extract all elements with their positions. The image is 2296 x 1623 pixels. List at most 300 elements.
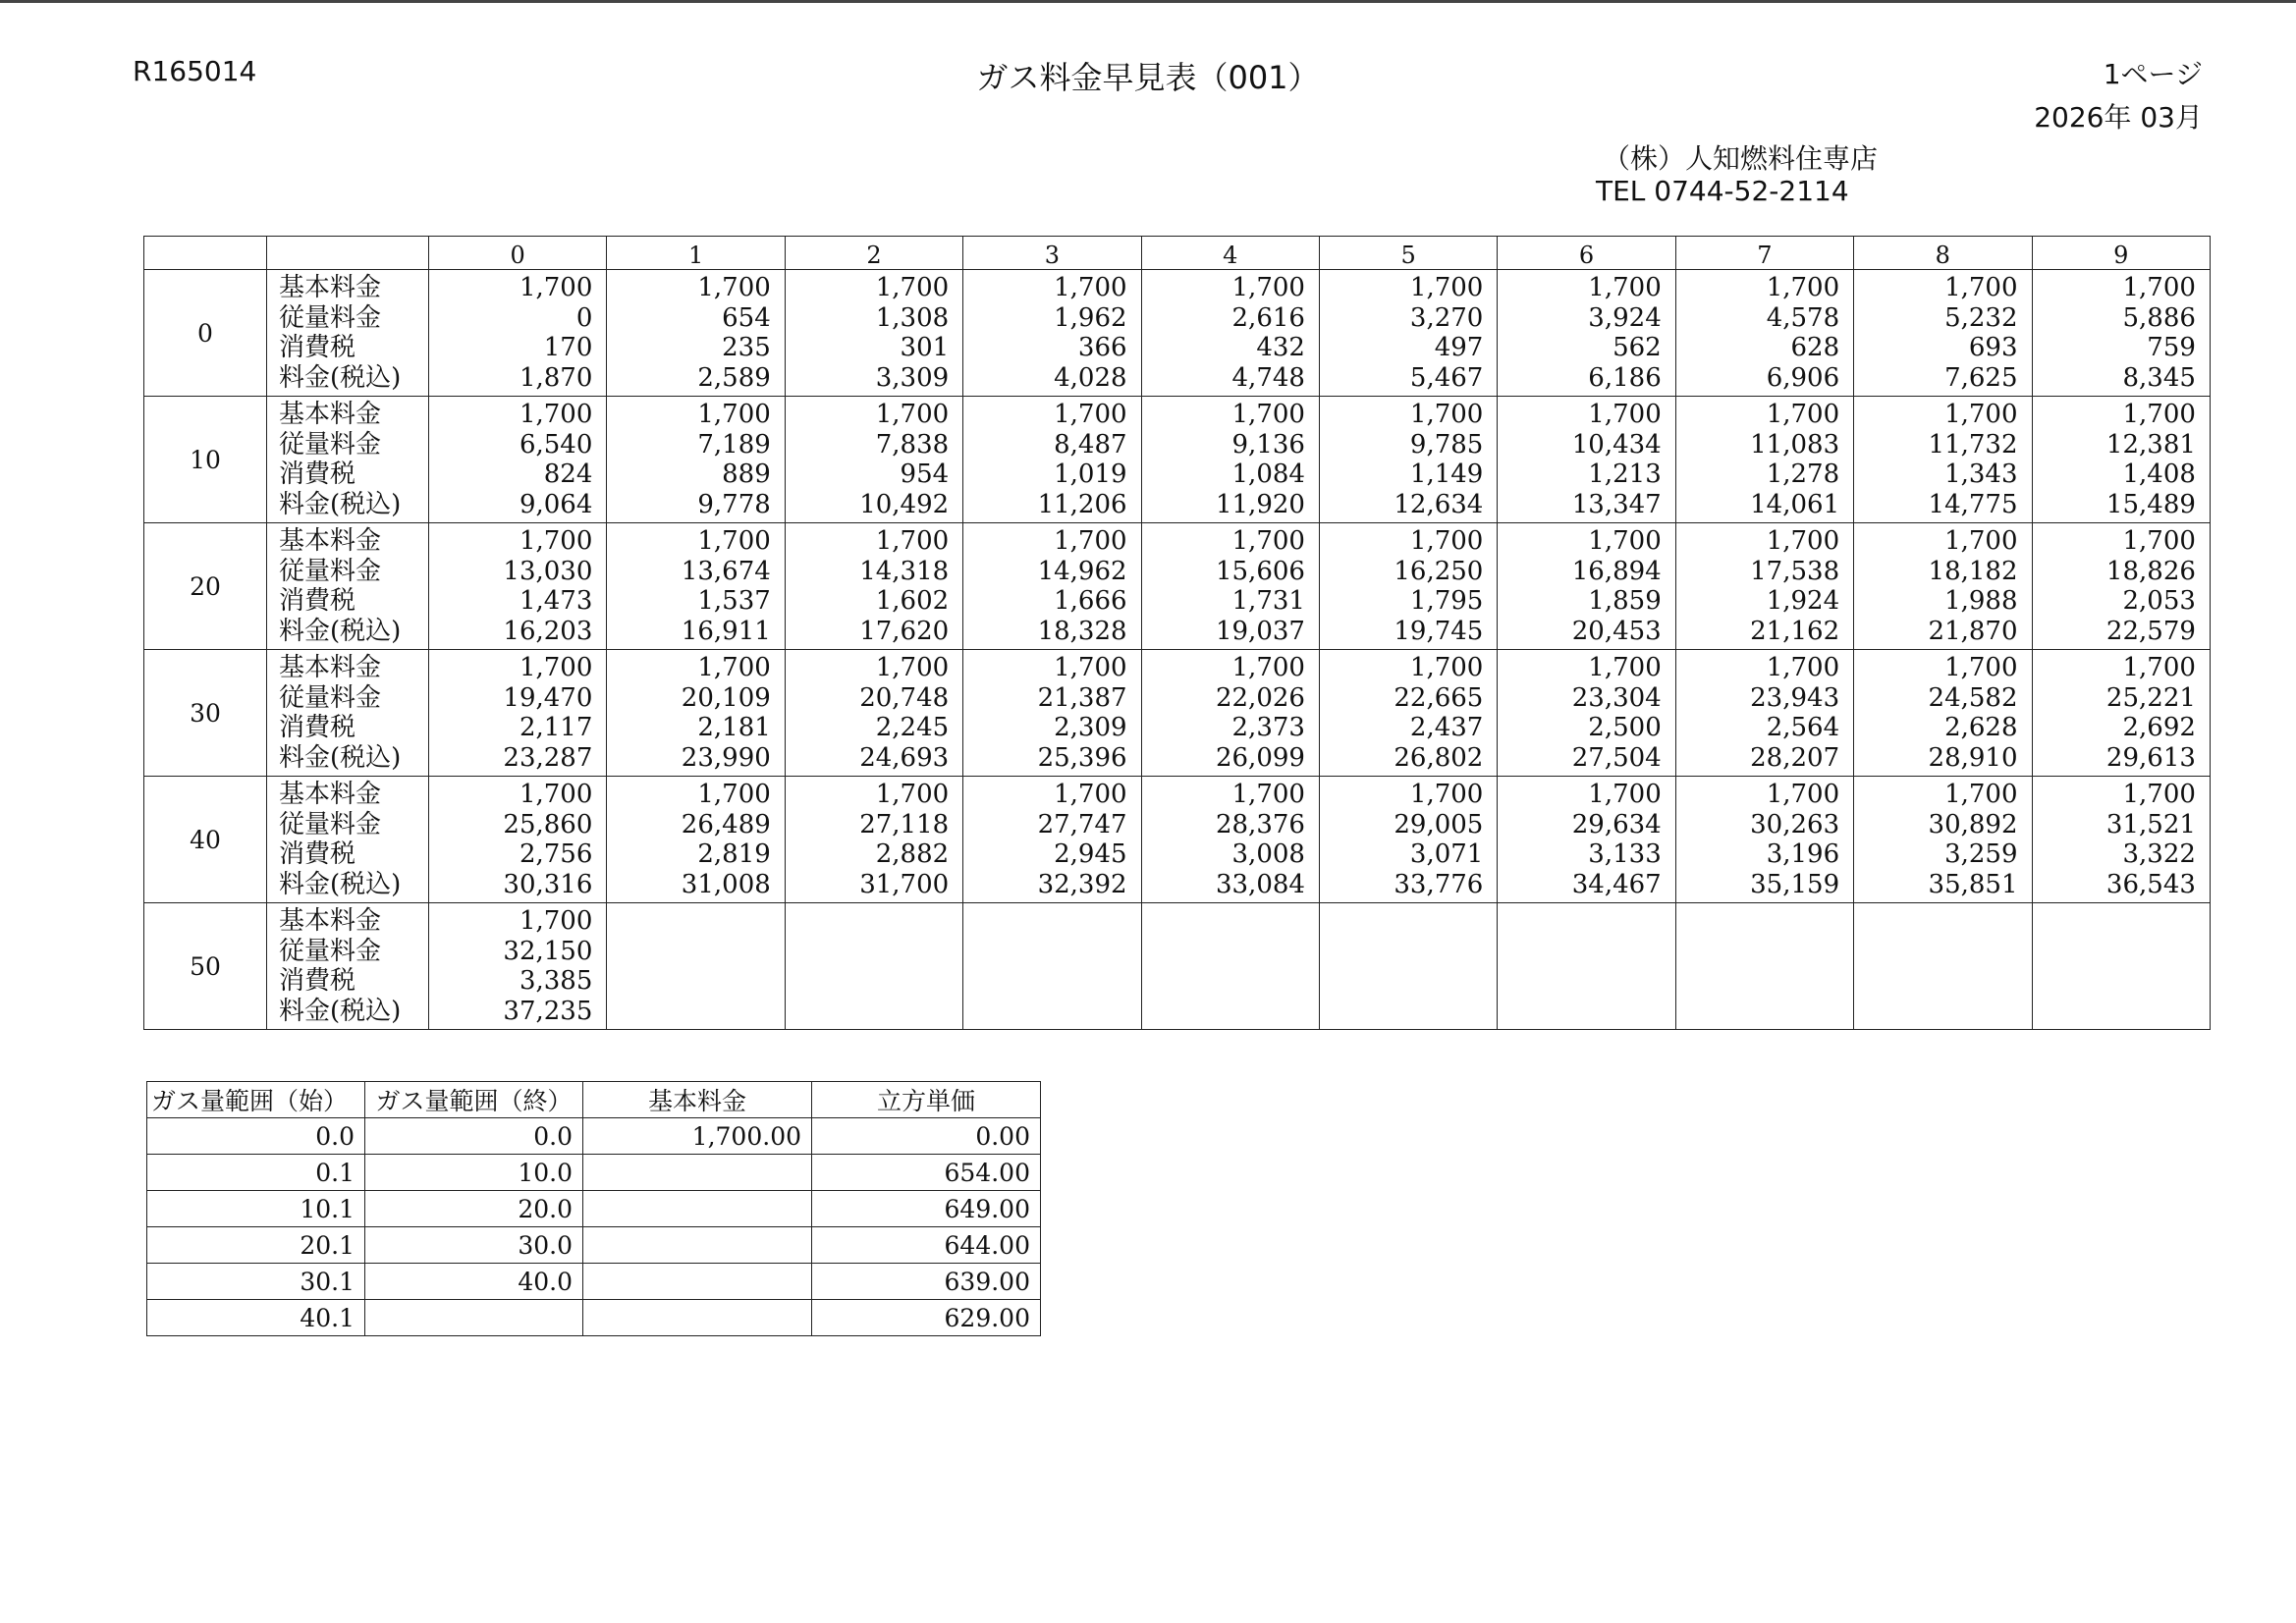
corner-cell bbox=[144, 237, 267, 270]
range-start-cell: 10.1 bbox=[147, 1191, 365, 1227]
col-header-3: 3 bbox=[963, 237, 1141, 270]
col-header-2: 2 bbox=[785, 237, 962, 270]
page-number: 1ページ bbox=[2103, 58, 2203, 90]
fee-value: 23,287 bbox=[503, 742, 593, 773]
fee-label: 消費税 bbox=[279, 839, 356, 870]
rate-cell bbox=[1319, 397, 1497, 523]
fee-value: 15,606 bbox=[1215, 556, 1305, 586]
fee-value: 11,083 bbox=[1750, 429, 1840, 460]
label-header-cell bbox=[267, 237, 429, 270]
fee-value: 1,700 bbox=[2122, 400, 2196, 429]
rate-cell bbox=[607, 650, 785, 777]
fee-value: 6,186 bbox=[1588, 362, 1662, 393]
rate-cell bbox=[785, 650, 962, 777]
fee-value: 1,700 bbox=[1231, 780, 1305, 809]
fee-value: 21,870 bbox=[1928, 616, 2018, 646]
fee-value: 1,537 bbox=[697, 586, 771, 617]
rate-table-body bbox=[144, 270, 2211, 1030]
fee-value: 11,920 bbox=[1215, 489, 1305, 519]
rate-cell bbox=[785, 523, 962, 650]
base-fee-cell bbox=[583, 1191, 812, 1227]
fee-value: 6,540 bbox=[519, 429, 593, 460]
rate-cell bbox=[1141, 903, 1319, 1030]
fee-label: 料金(税込) bbox=[279, 616, 402, 646]
fee-value: 3,008 bbox=[1231, 839, 1305, 870]
fee-value: 1,700 bbox=[1588, 526, 1662, 556]
unit-price-header: 立方単価 bbox=[812, 1082, 1041, 1118]
rate-cell bbox=[2032, 397, 2210, 523]
fee-value: 31,700 bbox=[859, 869, 950, 899]
rate-cell bbox=[1854, 270, 2032, 397]
fee-value: 9,778 bbox=[697, 489, 771, 519]
fee-label-cell bbox=[267, 903, 429, 1030]
fee-value: 1,924 bbox=[1766, 586, 1840, 617]
scan-edge-line bbox=[0, 0, 2296, 3]
table-row bbox=[144, 397, 2211, 523]
fee-value: 30,892 bbox=[1928, 809, 2018, 839]
fee-value: 1,700 bbox=[1054, 273, 1127, 302]
rate-cell bbox=[1854, 523, 2032, 650]
fee-value: 21,162 bbox=[1750, 616, 1840, 646]
fee-value: 3,270 bbox=[1409, 302, 1484, 333]
fee-value: 497 bbox=[1434, 333, 1484, 363]
fee-value: 1,700 bbox=[1944, 653, 2018, 682]
fee-value: 1,700 bbox=[1766, 273, 1840, 302]
fee-label: 消費税 bbox=[279, 713, 356, 743]
fee-label: 料金(税込) bbox=[279, 362, 402, 393]
fee-value: 1,700 bbox=[1231, 273, 1305, 302]
fee-value: 2,437 bbox=[1409, 713, 1484, 743]
rate-cell bbox=[1319, 777, 1497, 903]
fee-value: 2,564 bbox=[1766, 713, 1840, 743]
rate-cell bbox=[1498, 777, 1675, 903]
fee-value: 1,988 bbox=[1944, 586, 2018, 617]
fee-value: 1,666 bbox=[1054, 586, 1127, 617]
fee-label: 基本料金 bbox=[279, 906, 382, 936]
fee-value: 17,620 bbox=[859, 616, 950, 646]
fee-value: 2,616 bbox=[1231, 302, 1305, 333]
rate-cell bbox=[963, 777, 1141, 903]
fee-value: 366 bbox=[1077, 333, 1127, 363]
fee-value: 9,136 bbox=[1231, 429, 1305, 460]
fee-value: 5,467 bbox=[1409, 362, 1484, 393]
fee-value: 3,071 bbox=[1409, 839, 1484, 870]
fee-value: 19,037 bbox=[1215, 616, 1305, 646]
document-title: ガス料金早見表（001） bbox=[976, 59, 1320, 96]
fee-value: 1,700 bbox=[1766, 653, 1840, 682]
fee-value: 1,700 bbox=[2122, 780, 2196, 809]
fee-value: 1,700 bbox=[1766, 526, 1840, 556]
fee-label: 従量料金 bbox=[279, 809, 382, 839]
fee-value: 33,776 bbox=[1394, 869, 1484, 899]
fee-value: 1,700 bbox=[875, 526, 950, 556]
fee-label-cell bbox=[267, 777, 429, 903]
fee-label: 基本料金 bbox=[279, 526, 382, 556]
rate-cell bbox=[1854, 777, 2032, 903]
fee-value: 2,945 bbox=[1054, 839, 1127, 870]
fee-value: 1,700 bbox=[1231, 400, 1305, 429]
fee-value: 1,700 bbox=[697, 400, 771, 429]
company-name: （株）人知燃料住専店 bbox=[1603, 142, 1879, 175]
rate-cell bbox=[1854, 903, 2032, 1030]
fee-label: 消費税 bbox=[279, 586, 356, 617]
fee-value: 1,700 bbox=[875, 653, 950, 682]
fee-value: 2,819 bbox=[697, 839, 771, 870]
fee-value: 2,245 bbox=[875, 713, 950, 743]
rate-cell bbox=[963, 650, 1141, 777]
rate-cell bbox=[1141, 397, 1319, 523]
fee-value: 432 bbox=[1256, 333, 1305, 363]
row-header: 20 bbox=[144, 523, 267, 650]
fee-value: 25,221 bbox=[2105, 682, 2196, 713]
fee-value: 5,232 bbox=[1944, 302, 2018, 333]
fee-value: 1,700 bbox=[2122, 526, 2196, 556]
fee-value: 2,628 bbox=[1944, 713, 2018, 743]
unit-price-cell: 649.00 bbox=[812, 1191, 1041, 1227]
range-start-cell: 40.1 bbox=[147, 1300, 365, 1336]
fee-value: 3,924 bbox=[1588, 302, 1662, 333]
fee-label-cell bbox=[267, 650, 429, 777]
fee-value: 22,665 bbox=[1394, 682, 1484, 713]
fee-value: 1,700 bbox=[1944, 400, 2018, 429]
fee-label: 料金(税込) bbox=[279, 742, 402, 773]
fee-label: 基本料金 bbox=[279, 780, 382, 809]
fee-value: 11,206 bbox=[1037, 489, 1127, 519]
fee-value: 1,408 bbox=[2122, 460, 2196, 490]
rate-cell bbox=[429, 523, 607, 650]
fee-value: 13,674 bbox=[681, 556, 771, 586]
col-header-4: 4 bbox=[1141, 237, 1319, 270]
rate-cell bbox=[1498, 397, 1675, 523]
col-header-6: 6 bbox=[1498, 237, 1675, 270]
fee-value: 2,882 bbox=[875, 839, 950, 870]
fee-value: 24,582 bbox=[1928, 682, 2018, 713]
fee-label: 料金(税込) bbox=[279, 869, 402, 899]
fee-value: 7,625 bbox=[1944, 362, 2018, 393]
fee-value: 1,700 bbox=[1766, 780, 1840, 809]
fee-label: 従量料金 bbox=[279, 429, 382, 460]
fee-value: 235 bbox=[722, 333, 771, 363]
rate-cell bbox=[429, 903, 607, 1030]
fee-value: 29,613 bbox=[2105, 742, 2196, 773]
fee-value: 1,278 bbox=[1766, 460, 1840, 490]
fee-label: 基本料金 bbox=[279, 653, 382, 682]
fee-value: 1,700 bbox=[1588, 400, 1662, 429]
rate-cell bbox=[963, 523, 1141, 650]
fee-value: 18,182 bbox=[1928, 556, 2018, 586]
fee-value: 1,700 bbox=[519, 906, 593, 936]
fee-value: 1,700 bbox=[1409, 526, 1484, 556]
fee-value: 23,990 bbox=[681, 742, 771, 773]
rate-cell bbox=[1141, 270, 1319, 397]
fee-value: 1,700 bbox=[697, 273, 771, 302]
unit-price-table bbox=[146, 1081, 1041, 1336]
rate-cell bbox=[1498, 270, 1675, 397]
rate-cell bbox=[607, 397, 785, 523]
fee-value: 1,700 bbox=[519, 780, 593, 809]
fee-value: 1,700 bbox=[697, 780, 771, 809]
range-end-header: ガス量範囲（終） bbox=[365, 1082, 583, 1118]
fee-value: 3,196 bbox=[1766, 839, 1840, 870]
base-fee-cell: 1,700.00 bbox=[583, 1118, 812, 1155]
rate-cell bbox=[429, 397, 607, 523]
rate-cell bbox=[963, 397, 1141, 523]
fee-value: 10,492 bbox=[859, 489, 950, 519]
fee-value: 32,392 bbox=[1037, 869, 1127, 899]
fee-value: 1,700 bbox=[1409, 780, 1484, 809]
fee-value: 16,894 bbox=[1571, 556, 1662, 586]
row-header: 10 bbox=[144, 397, 267, 523]
unit-price-cell: 644.00 bbox=[812, 1227, 1041, 1264]
fee-label-cell bbox=[267, 523, 429, 650]
row-header: 30 bbox=[144, 650, 267, 777]
range-end-cell: 40.0 bbox=[365, 1264, 583, 1300]
table-row bbox=[147, 1227, 1041, 1264]
fee-value: 1,700 bbox=[1409, 273, 1484, 302]
fee-value: 2,692 bbox=[2122, 713, 2196, 743]
fee-value: 5,886 bbox=[2122, 302, 2196, 333]
col-header-0: 0 bbox=[429, 237, 607, 270]
col-header-1: 1 bbox=[607, 237, 785, 270]
fee-value: 2,500 bbox=[1588, 713, 1662, 743]
range-end-cell: 10.0 bbox=[365, 1155, 583, 1191]
fee-value: 30,263 bbox=[1750, 809, 1840, 839]
range-end-cell: 30.0 bbox=[365, 1227, 583, 1264]
rate-cell bbox=[785, 270, 962, 397]
fee-value: 759 bbox=[2147, 333, 2196, 363]
fee-label: 従量料金 bbox=[279, 936, 382, 966]
fee-label: 消費税 bbox=[279, 460, 356, 490]
fee-value: 28,207 bbox=[1750, 742, 1840, 773]
fee-value: 17,538 bbox=[1750, 556, 1840, 586]
fee-value: 1,700 bbox=[2122, 273, 2196, 302]
fee-value: 2,117 bbox=[519, 713, 593, 743]
fee-value: 693 bbox=[1968, 333, 2018, 363]
rate-cell bbox=[1675, 523, 1853, 650]
fee-value: 1,700 bbox=[1588, 653, 1662, 682]
fee-value: 7,838 bbox=[875, 429, 950, 460]
fee-value: 2,589 bbox=[697, 362, 771, 393]
unit-table-body bbox=[147, 1118, 1041, 1336]
fee-value: 1,343 bbox=[1944, 460, 2018, 490]
fee-value: 26,099 bbox=[1215, 742, 1305, 773]
fee-value: 2,053 bbox=[2122, 586, 2196, 617]
rate-cell bbox=[1675, 397, 1853, 523]
fee-value: 12,634 bbox=[1394, 489, 1484, 519]
base-fee-cell bbox=[583, 1227, 812, 1264]
fee-value: 33,084 bbox=[1215, 869, 1305, 899]
fee-value: 25,396 bbox=[1037, 742, 1127, 773]
fee-value: 1,700 bbox=[519, 400, 593, 429]
fee-label: 従量料金 bbox=[279, 556, 382, 586]
fee-value: 2,756 bbox=[519, 839, 593, 870]
fee-value: 18,328 bbox=[1037, 616, 1127, 646]
fee-value: 3,309 bbox=[875, 362, 950, 393]
rate-cell bbox=[1675, 903, 1853, 1030]
fee-value: 1,700 bbox=[1588, 273, 1662, 302]
fee-value: 29,634 bbox=[1571, 809, 1662, 839]
rate-cell bbox=[1854, 397, 2032, 523]
rate-cell bbox=[1319, 650, 1497, 777]
fee-value: 23,304 bbox=[1571, 682, 1662, 713]
fee-value: 27,118 bbox=[859, 809, 950, 839]
company-tel: TEL 0744-52-2114 bbox=[1596, 175, 1849, 207]
issue-month: 2026年 03月 bbox=[2034, 101, 2203, 134]
row-header: 40 bbox=[144, 777, 267, 903]
col-header-9: 9 bbox=[2032, 237, 2210, 270]
table-row bbox=[147, 1300, 1041, 1336]
rate-cell bbox=[1675, 270, 1853, 397]
fee-value: 1,700 bbox=[875, 780, 950, 809]
fee-label: 料金(税込) bbox=[279, 996, 402, 1026]
range-end-cell: 20.0 bbox=[365, 1191, 583, 1227]
fee-value: 954 bbox=[900, 460, 950, 490]
fee-value: 8,345 bbox=[2122, 362, 2196, 393]
table-row bbox=[147, 1264, 1041, 1300]
rate-cell bbox=[2032, 777, 2210, 903]
fee-value: 9,785 bbox=[1409, 429, 1484, 460]
fee-value: 14,775 bbox=[1928, 489, 2018, 519]
col-header-7: 7 bbox=[1675, 237, 1853, 270]
fee-value: 12,381 bbox=[2105, 429, 2196, 460]
fee-value: 30,316 bbox=[503, 869, 593, 899]
fee-value: 24,693 bbox=[859, 742, 950, 773]
rate-cell bbox=[963, 903, 1141, 1030]
range-end-cell bbox=[365, 1300, 583, 1336]
fee-value: 1,962 bbox=[1054, 302, 1127, 333]
unit-table-header-row bbox=[147, 1082, 1041, 1118]
fee-value: 3,385 bbox=[519, 966, 593, 997]
fee-value: 28,376 bbox=[1215, 809, 1305, 839]
rate-cell bbox=[1498, 650, 1675, 777]
rate-cell bbox=[1319, 903, 1497, 1030]
fee-value: 654 bbox=[722, 302, 771, 333]
fee-value: 1,700 bbox=[1054, 526, 1127, 556]
fee-value: 26,489 bbox=[681, 809, 771, 839]
col-header-5: 5 bbox=[1319, 237, 1497, 270]
fee-value: 9,064 bbox=[519, 489, 593, 519]
fee-value: 25,860 bbox=[503, 809, 593, 839]
fee-value: 1,700 bbox=[519, 273, 593, 302]
fee-value: 14,318 bbox=[859, 556, 950, 586]
fee-value: 27,504 bbox=[1571, 742, 1662, 773]
fee-value: 1,700 bbox=[1588, 780, 1662, 809]
base-fee-cell bbox=[583, 1155, 812, 1191]
table-row bbox=[144, 777, 2211, 903]
fee-value: 14,962 bbox=[1037, 556, 1127, 586]
rate-cell bbox=[607, 903, 785, 1030]
fee-value: 1,084 bbox=[1231, 460, 1305, 490]
col-header-8: 8 bbox=[1854, 237, 2032, 270]
table-row bbox=[144, 650, 2211, 777]
fee-value: 2,181 bbox=[697, 713, 771, 743]
fee-value: 6,906 bbox=[1766, 362, 1840, 393]
fee-value: 1,700 bbox=[1944, 526, 2018, 556]
fee-value: 0 bbox=[575, 302, 593, 333]
fee-label: 従量料金 bbox=[279, 682, 382, 713]
fee-value: 1,700 bbox=[1054, 780, 1127, 809]
fee-value: 4,578 bbox=[1766, 302, 1840, 333]
fee-value: 1,019 bbox=[1054, 460, 1127, 490]
fee-value: 19,745 bbox=[1394, 616, 1484, 646]
rate-cell bbox=[1319, 270, 1497, 397]
fee-value: 19,470 bbox=[503, 682, 593, 713]
fee-label: 消費税 bbox=[279, 966, 356, 997]
table-row bbox=[144, 270, 2211, 397]
fee-value: 1,700 bbox=[1231, 526, 1305, 556]
fee-value: 32,150 bbox=[503, 936, 593, 966]
fee-label-cell bbox=[267, 270, 429, 397]
rate-cell bbox=[1319, 523, 1497, 650]
fee-value: 13,347 bbox=[1571, 489, 1662, 519]
fee-value: 21,387 bbox=[1037, 682, 1127, 713]
unit-price-cell: 654.00 bbox=[812, 1155, 1041, 1191]
fee-value: 1,700 bbox=[1054, 400, 1127, 429]
fee-value: 35,159 bbox=[1750, 869, 1840, 899]
rate-table-header-row bbox=[144, 237, 2211, 270]
fee-value: 1,700 bbox=[1054, 653, 1127, 682]
table-row bbox=[144, 903, 2211, 1030]
fee-value: 1,700 bbox=[519, 526, 593, 556]
rate-cell bbox=[1675, 777, 1853, 903]
fee-value: 31,521 bbox=[2105, 809, 2196, 839]
fee-value: 22,026 bbox=[1215, 682, 1305, 713]
rate-cell bbox=[1141, 777, 1319, 903]
fee-value: 11,732 bbox=[1928, 429, 2018, 460]
fee-value: 1,700 bbox=[1409, 653, 1484, 682]
rate-cell bbox=[607, 270, 785, 397]
fee-value: 1,700 bbox=[697, 526, 771, 556]
fee-value: 10,434 bbox=[1571, 429, 1662, 460]
rate-cell bbox=[2032, 903, 2210, 1030]
range-start-header: ガス量範囲（始） bbox=[147, 1082, 365, 1118]
rate-cell bbox=[1498, 903, 1675, 1030]
rate-cell bbox=[1498, 523, 1675, 650]
fee-value: 1,870 bbox=[519, 362, 593, 393]
rate-cell bbox=[1141, 523, 1319, 650]
rate-cell bbox=[1854, 650, 2032, 777]
fee-value: 1,700 bbox=[1231, 653, 1305, 682]
fee-value: 20,109 bbox=[681, 682, 771, 713]
table-row bbox=[147, 1118, 1041, 1155]
fee-value: 28,910 bbox=[1928, 742, 2018, 773]
fee-value: 1,700 bbox=[519, 653, 593, 682]
fee-value: 18,826 bbox=[2105, 556, 2196, 586]
fee-value: 1,602 bbox=[875, 586, 950, 617]
fee-value: 20,453 bbox=[1571, 616, 1662, 646]
fee-value: 8,487 bbox=[1054, 429, 1127, 460]
rate-cell bbox=[785, 903, 962, 1030]
range-start-cell: 0.1 bbox=[147, 1155, 365, 1191]
rate-cell bbox=[2032, 270, 2210, 397]
fee-value: 1,700 bbox=[1944, 273, 2018, 302]
fee-value: 1,473 bbox=[519, 586, 593, 617]
fee-value: 15,489 bbox=[2105, 489, 2196, 519]
fee-value: 31,008 bbox=[681, 869, 771, 899]
fee-value: 1,700 bbox=[1766, 400, 1840, 429]
fee-label: 消費税 bbox=[279, 333, 356, 363]
fee-label: 基本料金 bbox=[279, 273, 382, 302]
rate-cell bbox=[1675, 650, 1853, 777]
rate-cell bbox=[785, 397, 962, 523]
rate-cell bbox=[429, 650, 607, 777]
rate-cell bbox=[1141, 650, 1319, 777]
fee-value: 36,543 bbox=[2105, 869, 2196, 899]
row-header: 0 bbox=[144, 270, 267, 397]
gas-rate-table bbox=[143, 236, 2211, 1030]
rate-cell bbox=[429, 270, 607, 397]
fee-value: 22,579 bbox=[2105, 616, 2196, 646]
